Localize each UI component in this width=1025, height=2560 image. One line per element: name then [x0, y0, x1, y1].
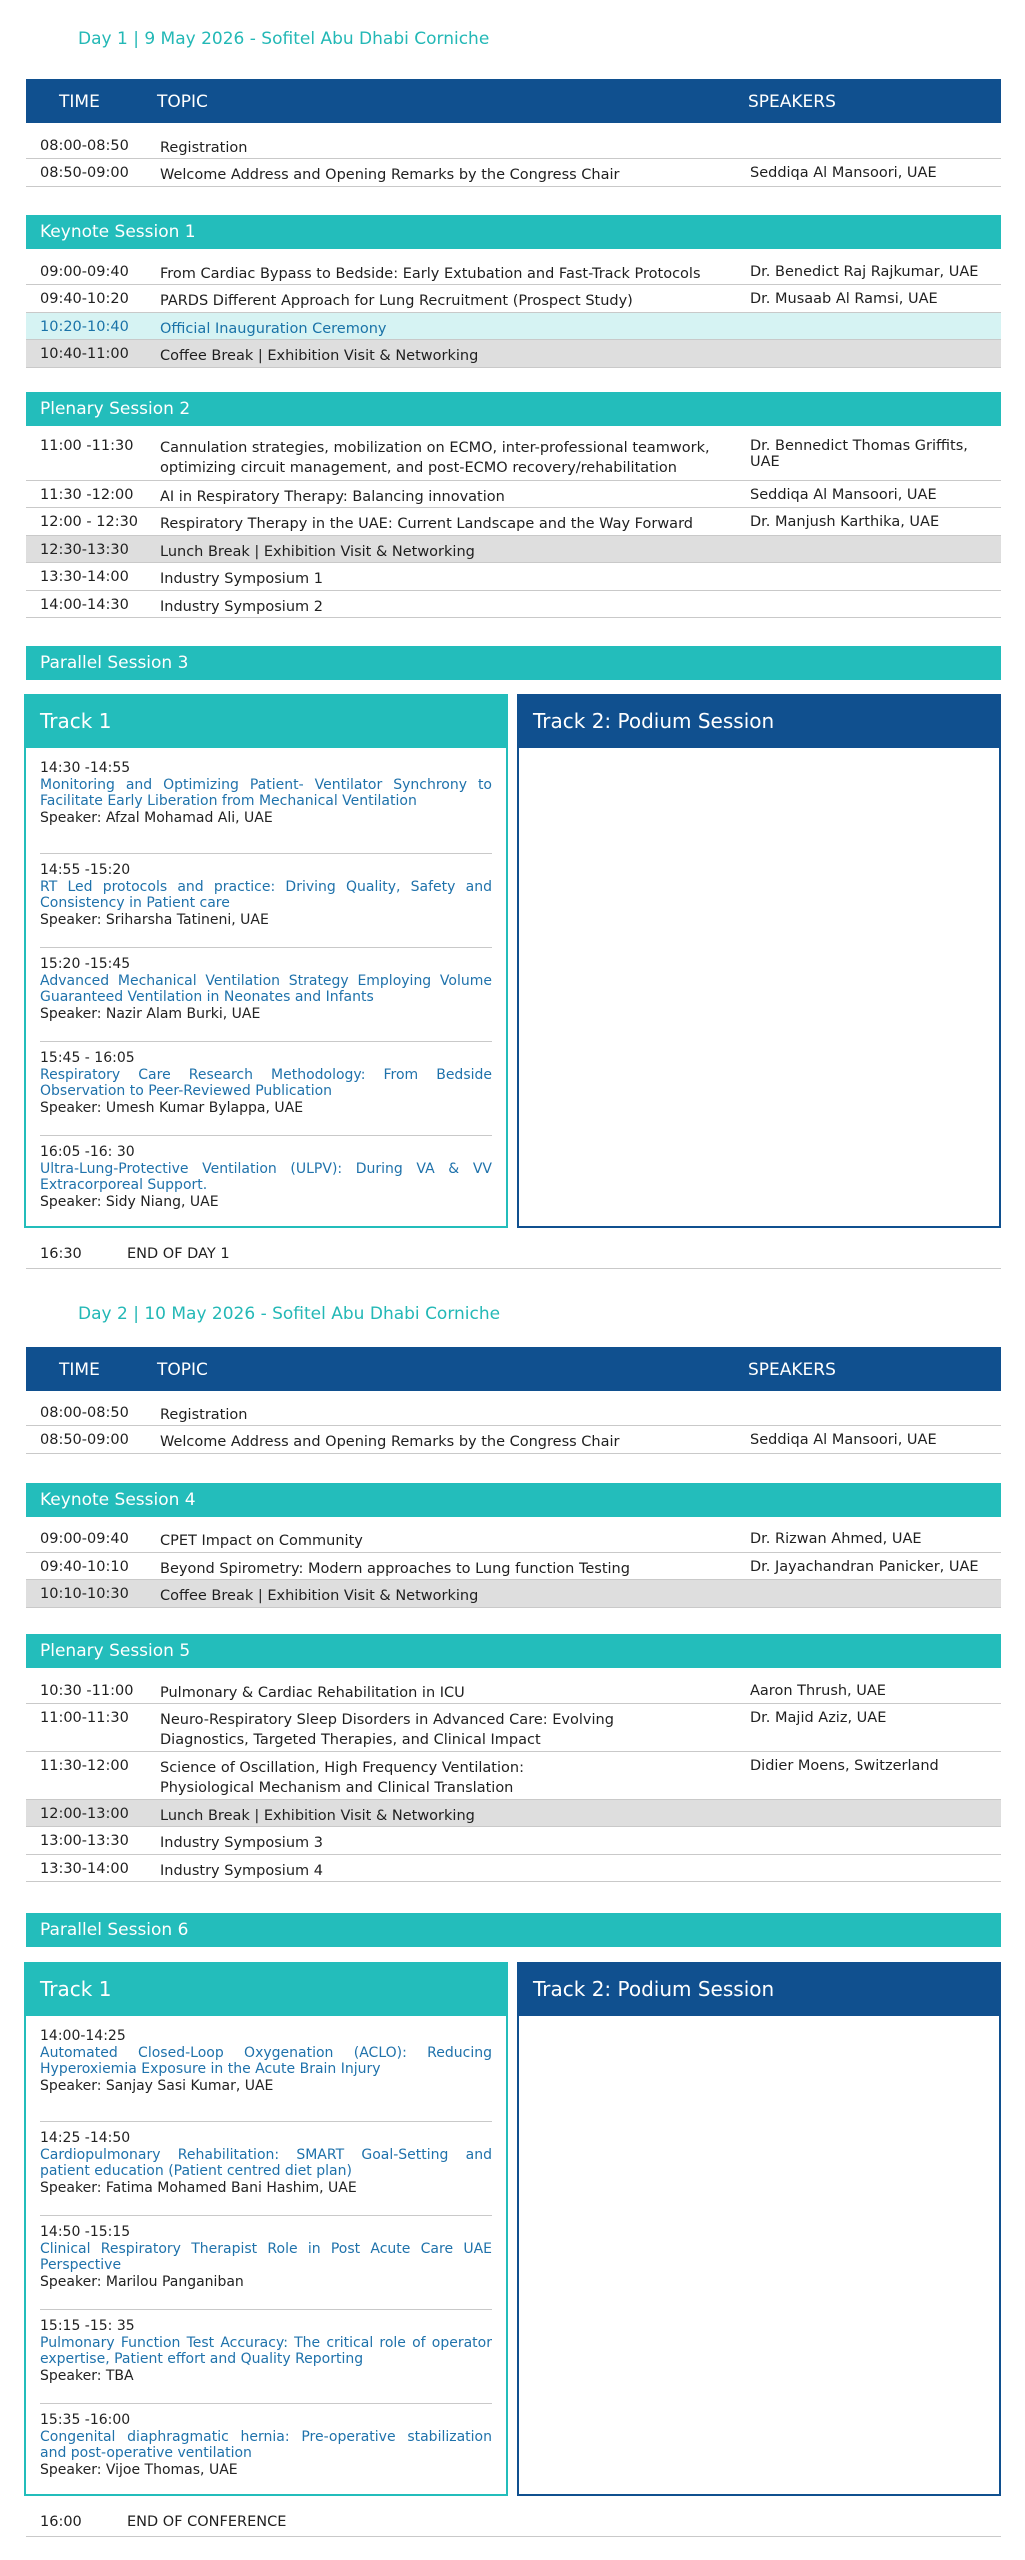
day2-track-1 [24, 1962, 508, 2496]
table-row: 12:00 - 12:30 Respiratory Therapy in the UAE: Current Landscape and the Way Forward Dr. Manjush Karthika, UAE [26, 508, 1001, 536]
list-item: 14:55 -15:20 RT Led protocols and practice: Driving Quality, Safety and Consistency in Patient care Speaker: Sriharsha Tatineni, UAE [40, 854, 492, 948]
parallel-session-3-header: Parallel Session 3 [26, 646, 1001, 680]
break-row: 10:10-10:30 Coffee Break | Exhibition Visit & Networking [26, 1580, 1001, 1608]
list-item: 14:00-14:25 Automated Closed-Loop Oxygenation (ACLO): Reducing Hyperoxiemia Exposure in the Acute Brain Injury Speaker: Sanjay Sasi Kumar, UAE [40, 2028, 492, 2122]
table-row: 13:30-14:00 Industry Symposium 4 [26, 1855, 1001, 1882]
header-speakers: SPEAKERS [748, 92, 836, 112]
header-topic: TOPIC [157, 92, 208, 112]
end-of-day-row: 16:30 END OF DAY 1 [26, 1240, 1001, 1269]
table-row: 08:50-09:00 Welcome Address and Opening Remarks by the Congress Chair Seddiqa Al Mansoori, UAE [26, 159, 1001, 187]
track-2-header: Track 2: Podium Session [519, 1964, 999, 2016]
list-item: 15:45 - 16:05 Respiratory Care Research Methodology: From Bedside Observation to Peer-Reviewed Publication Speaker: Umesh Kumar Bylappa, UAE [40, 1042, 492, 1136]
table-row: 11:30 -12:00 AI in Respiratory Therapy: Balancing innovation Seddiqa Al Mansoori, UAE [26, 481, 1001, 508]
keynote-session-4-header: Keynote Session 4 [26, 1483, 1001, 1517]
header-time: TIME [59, 92, 100, 112]
list-item: 16:05 -16: 30 Ultra-Lung-Protective Ventilation (ULPV): During VA & VV Extracorporeal Support. Speaker: Sidy Niang, UAE [40, 1144, 492, 1210]
day2-title: Day 2 | 10 May 2026 - Sofitel Abu Dhabi Corniche [78, 1304, 501, 1324]
table-row: 11:30-12:00 Science of Oscillation, High Frequency Ventilation: Physiological Mechanism and Clinical Translation Didier Moens, Switzerland [26, 1752, 1001, 1800]
day1-track-1 [24, 694, 508, 1228]
table-row: 08:50-09:00 Welcome Address and Opening Remarks by the Congress Chair Seddiqa Al Mansoori, UAE [26, 1426, 1001, 1454]
keynote-session-1-header: Keynote Session 1 [26, 215, 1001, 249]
table-row: 09:40-10:10 Beyond Spirometry: Modern approaches to Lung function Testing Dr. Jayachandran Panicker, UAE [26, 1553, 1001, 1580]
table-row: 10:30 -11:00 Pulmonary & Cardiac Rehabilitation in ICU Aaron Thrush, UAE [26, 1677, 1001, 1704]
table-row: 09:40-10:20 PARDS Different Approach for Lung Recruitment (Prospect Study) Dr. Musaab Al Ramsi, UAE [26, 285, 1001, 313]
table-row: 13:30-14:00 Industry Symposium 1 [26, 563, 1001, 591]
list-item: 15:15 -15: 35 Pulmonary Function Test Accuracy: The critical role of operator expertise, Patient effort and Quality Reporting Speaker: TBA [40, 2310, 492, 2404]
end-of-conference-row: 16:00 END OF CONFERENCE [26, 2508, 1001, 2537]
inauguration-row: 10:20-10:40 Official Inauguration Ceremony [26, 313, 1001, 340]
table-row: 09:00-09:40 From Cardiac Bypass to Bedside: Early Extubation and Fast-Track Protocols Dr. Benedict Raj Rajkumar, UAE [26, 258, 1001, 285]
day1-track-2 [517, 694, 1001, 1228]
track-1-header: Track 1 [26, 1964, 506, 2016]
table-row: 09:00-09:40 CPET Impact on Community Dr. Rizwan Ahmed, UAE [26, 1525, 1001, 1553]
table-row: 08:00-08:50 Registration [26, 132, 1001, 159]
day1-table-header [26, 79, 1001, 123]
track-2-header: Track 2: Podium Session [519, 696, 999, 748]
track-1-header: Track 1 [26, 696, 506, 748]
list-item: 15:20 -15:45 Advanced Mechanical Ventilation Strategy Employing Volume Guaranteed Ventilation in Neonates and Infants Speaker: Nazir Alam Burki, UAE [40, 948, 492, 1042]
day1-title: Day 1 | 9 May 2026 - Sofitel Abu Dhabi Corniche [78, 29, 490, 49]
table-row: 11:00 -11:30 Cannulation strategies, mobilization on ECMO, inter-professional teamwork, optimizing circuit management, and post-ECMO recovery/rehabilitation Dr. Bennedict Thomas Griffits, UAE [26, 432, 1001, 481]
table-row: 14:00-14:30 Industry Symposium 2 [26, 591, 1001, 618]
break-row: 12:00-13:00 Lunch Break | Exhibition Visit & Networking [26, 1800, 1001, 1827]
list-item: 14:30 -14:55 Monitoring and Optimizing Patient- Ventilator Synchrony to Facilitate Early Liberation from Mechanical Ventilation Speaker: Afzal Mohamad Ali, UAE [40, 760, 492, 854]
table-row: 11:00-11:30 Neuro-Respiratory Sleep Disorders in Advanced Care: Evolving Diagnostics, Targeted Therapies, and Clinical Impact Dr. Majid Aziz, UAE [26, 1704, 1001, 1752]
list-item: 14:50 -15:15 Clinical Respiratory Therapist Role in Post Acute Care UAE Perspective Speaker: Marilou Panganiban [40, 2216, 492, 2310]
day2-track-2 [517, 1962, 1001, 2496]
break-row: 12:30-13:30 Lunch Break | Exhibition Visit & Networking [26, 536, 1001, 563]
break-row: 10:40-11:00 Coffee Break | Exhibition Visit & Networking [26, 340, 1001, 368]
table-row: 08:00-08:50 Registration [26, 1399, 1001, 1426]
list-item: 14:25 -14:50 Cardiopulmonary Rehabilitation: SMART Goal-Setting and patient education (Patient centred diet plan) Speaker: Fatima Mohamed Bani Hashim, UAE [40, 2122, 492, 2216]
plenary-session-5-header: Plenary Session 5 [26, 1634, 1001, 1668]
list-item: 15:35 -16:00 Congenital diaphragmatic hernia: Pre-operative stabilization and post-operative ventilation Speaker: Vijoe Thomas, UAE [40, 2412, 492, 2478]
table-row: 13:00-13:30 Industry Symposium 3 [26, 1827, 1001, 1855]
day2-table-header: TIME TOPIC SPEAKERS [26, 1347, 1001, 1391]
plenary-session-2-header: Plenary Session 2 [26, 392, 1001, 426]
parallel-session-6-header: Parallel Session 6 [26, 1913, 1001, 1947]
